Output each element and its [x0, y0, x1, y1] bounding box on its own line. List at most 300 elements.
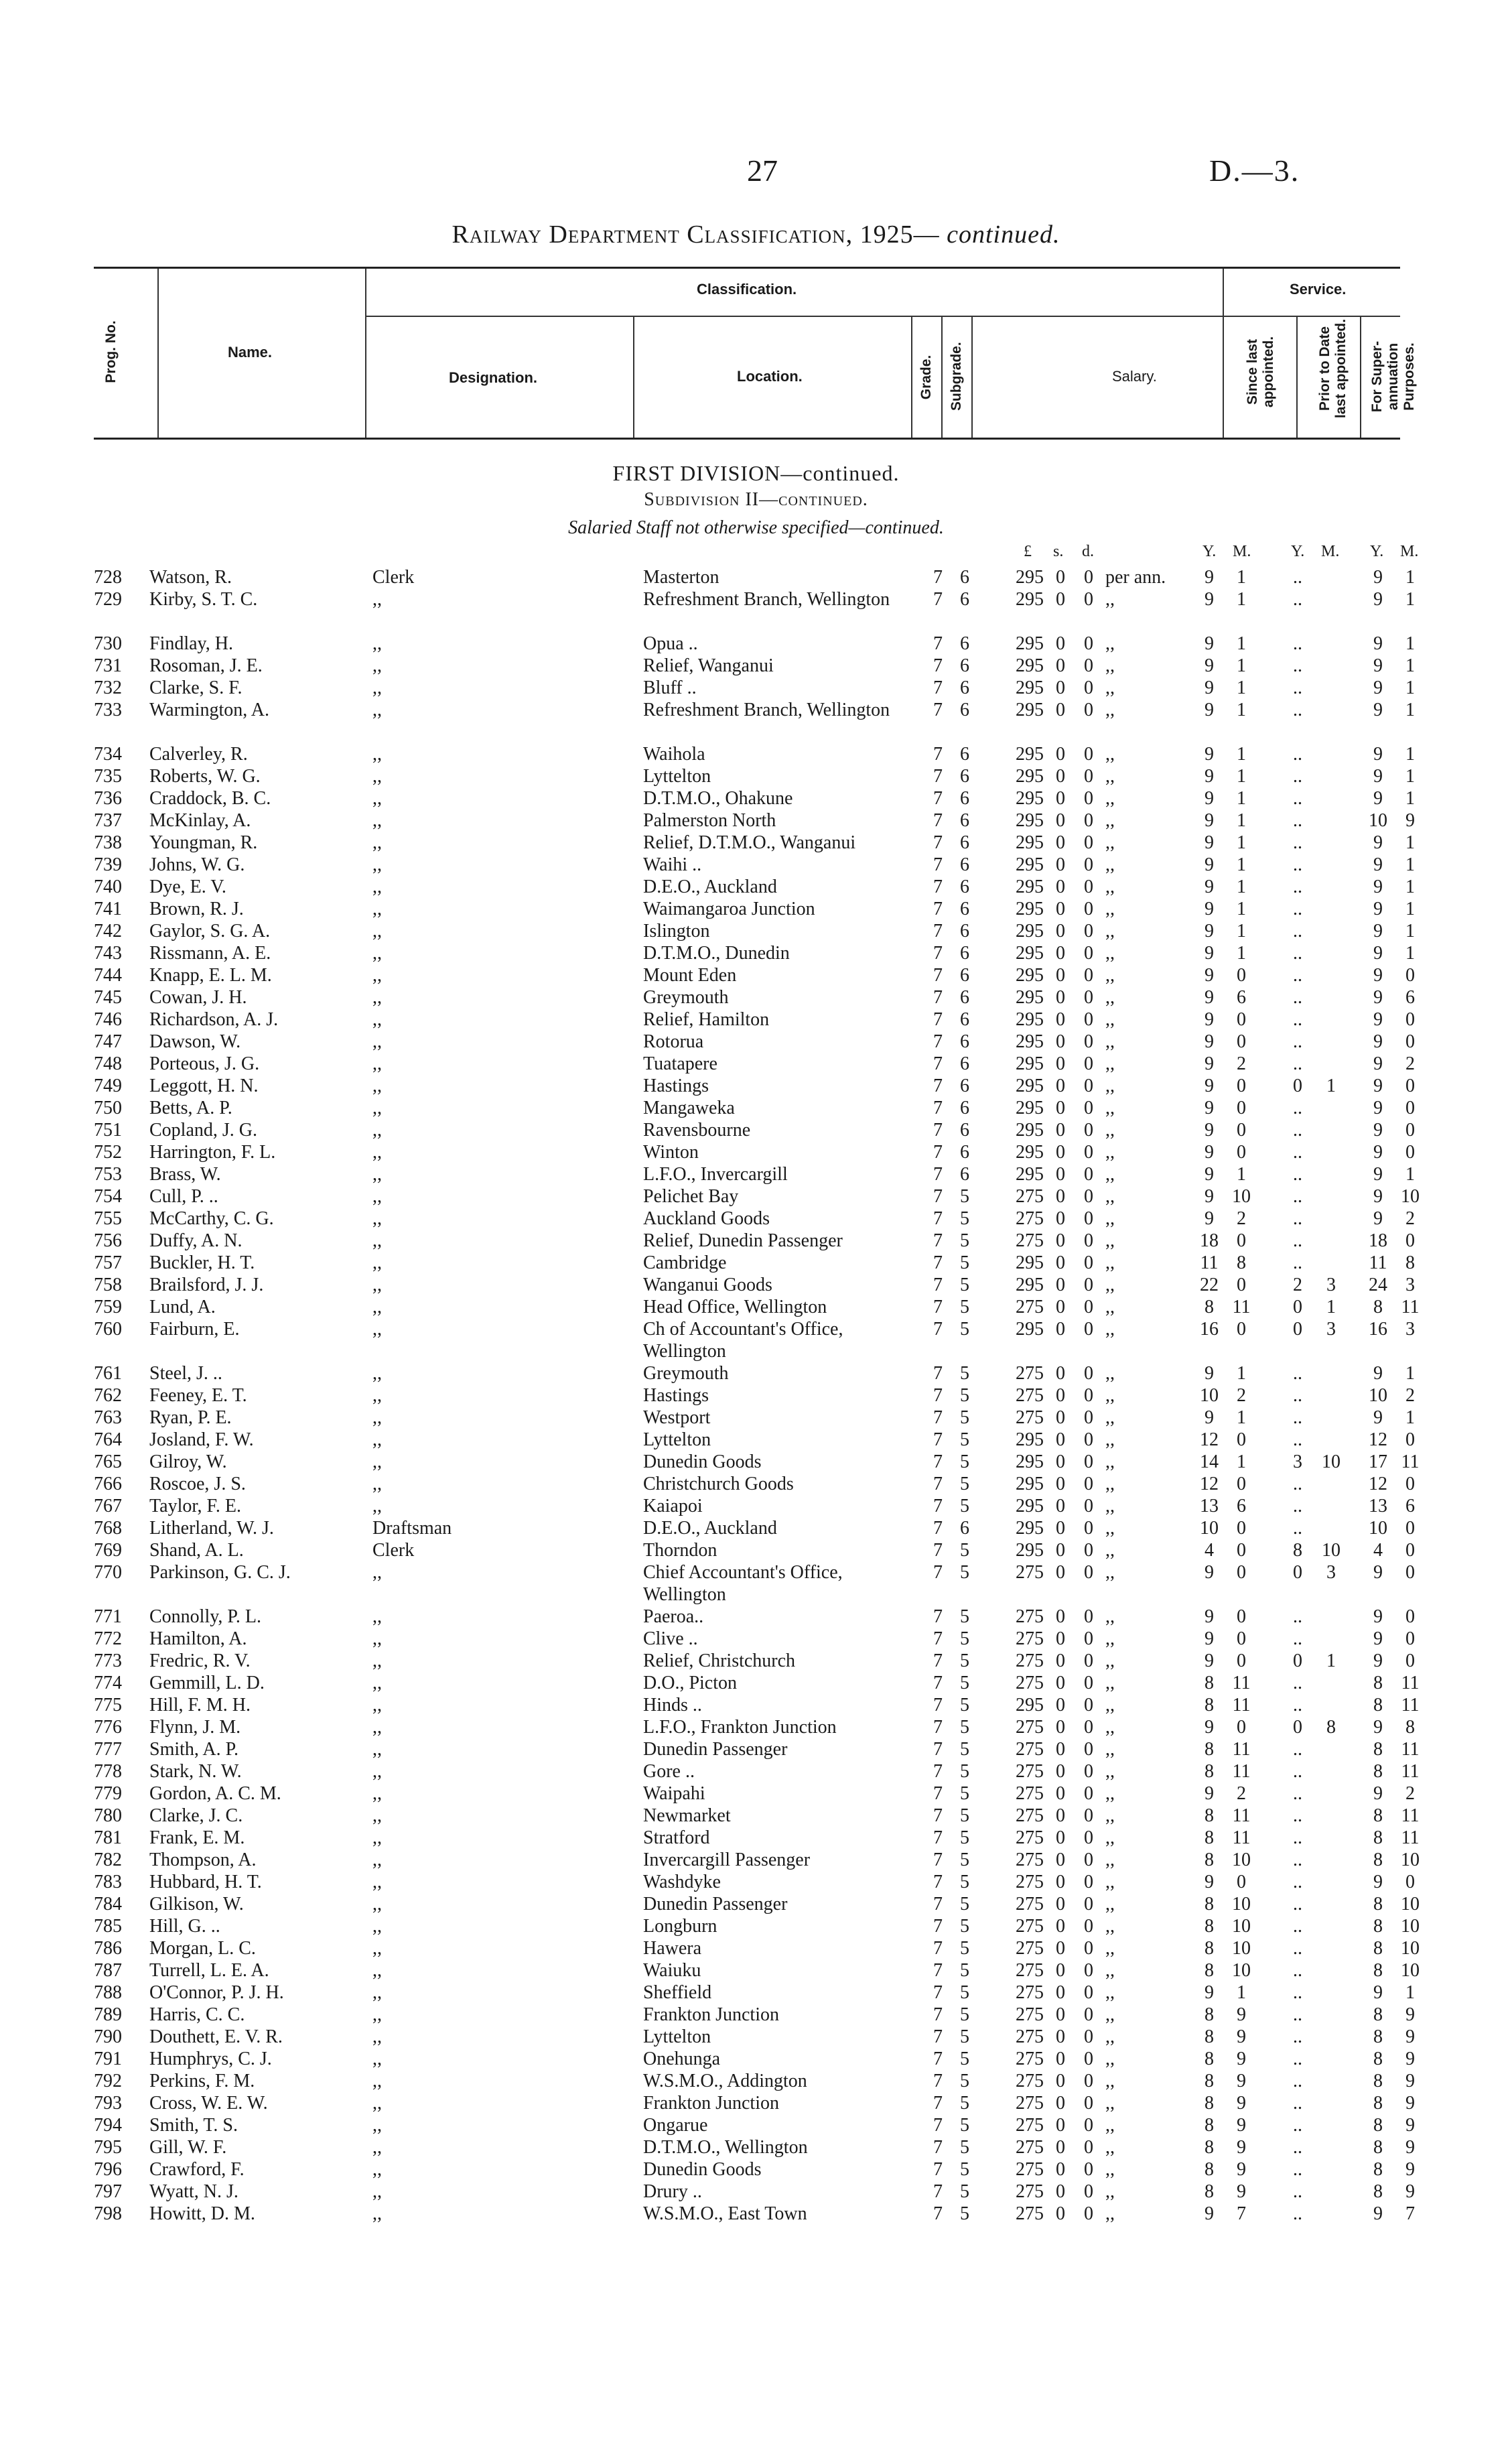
prior-months: 1 — [1326, 1650, 1336, 1671]
salary-shillings: 0 — [1056, 655, 1065, 676]
since-last-years: 9 — [1205, 1363, 1214, 1384]
since-last-years: 8 — [1205, 1739, 1214, 1760]
prog-no: 764 — [94, 1429, 122, 1450]
designation: ,, — [372, 1850, 382, 1870]
super-years: 9 — [1373, 899, 1383, 919]
designation: ,, — [372, 1496, 382, 1516]
salary-shillings: 0 — [1056, 1650, 1065, 1671]
table-row — [0, 2158, 1512, 2181]
location: Waimangaroa Junction — [643, 899, 815, 919]
salary-pence: 0 — [1084, 1982, 1093, 2003]
prog-no: 755 — [94, 1208, 122, 1229]
since-last-months: 2 — [1237, 1385, 1246, 1406]
prog-no: 757 — [94, 1252, 122, 1273]
super-months: 9 — [1405, 2115, 1415, 2136]
prog-no: 739 — [94, 854, 122, 875]
grade: 7 — [933, 1628, 943, 1649]
since-last-months: 0 — [1237, 1872, 1246, 1892]
salary-shillings: 0 — [1056, 965, 1065, 986]
prog-no: 763 — [94, 1407, 122, 1428]
prior-months: 10 — [1322, 1451, 1341, 1472]
prog-no: 761 — [94, 1363, 122, 1384]
header-name: Name. — [228, 344, 273, 361]
location: Dunedin Passenger — [643, 1894, 788, 1915]
prog-no: 762 — [94, 1385, 122, 1406]
designation: ,, — [372, 1076, 382, 1096]
location: L.F.O., Frankton Junction — [643, 1717, 837, 1738]
table-row — [0, 1805, 1512, 1827]
prog-no: 738 — [94, 832, 122, 853]
header-divider — [911, 316, 912, 438]
salary-period: ,, — [1105, 1053, 1115, 1074]
prog-no: 788 — [94, 1982, 122, 2003]
staff-name: Fairburn, E. — [149, 1319, 240, 1340]
salary-period: ,, — [1105, 1474, 1115, 1494]
grade: 7 — [933, 899, 943, 919]
salary-pence: 0 — [1084, 899, 1093, 919]
prior-years: .. — [1293, 567, 1302, 588]
since-last-months: 10 — [1232, 1186, 1251, 1207]
prog-no: 783 — [94, 1872, 122, 1892]
since-last-months: 9 — [1237, 2181, 1246, 2202]
since-last-years: 8 — [1205, 2071, 1214, 2091]
since-last-months: 0 — [1237, 965, 1246, 986]
designation: ,, — [372, 1451, 382, 1472]
super-years: 8 — [1373, 2004, 1383, 2025]
since-last-months: 1 — [1237, 788, 1246, 809]
designation: ,, — [372, 1186, 382, 1207]
since-last-years: 9 — [1205, 1606, 1214, 1627]
location: Onehunga — [643, 2049, 721, 2069]
salary-shillings: 0 — [1056, 788, 1065, 809]
subgrade: 5 — [960, 1628, 969, 1649]
salary-pounds: 295 — [1016, 1319, 1044, 1340]
location: Mount Eden — [643, 965, 737, 986]
salary-pounds: 295 — [1016, 921, 1044, 942]
salary-pence: 0 — [1084, 1938, 1093, 1959]
salary-period: ,, — [1105, 1982, 1115, 2003]
since-last-months: 1 — [1237, 655, 1246, 676]
salary-period: ,, — [1105, 1031, 1115, 1052]
designation: ,, — [372, 854, 382, 875]
location: W.S.M.O., East Town — [643, 2203, 807, 2224]
prior-years: 0 — [1293, 1297, 1302, 1317]
salary-period: ,, — [1105, 1783, 1115, 1804]
super-months: 0 — [1405, 1429, 1415, 1450]
unit-months: M. — [1400, 543, 1419, 560]
subgrade: 6 — [960, 1164, 969, 1185]
salary-pence: 0 — [1084, 1120, 1093, 1141]
since-last-months: 11 — [1232, 1695, 1251, 1715]
table-row — [0, 1230, 1512, 1252]
staff-name: Josland, F. W. — [149, 1429, 254, 1450]
prog-no: 778 — [94, 1761, 122, 1782]
location: Frankton Junction — [643, 2093, 779, 2114]
location: Lyttelton — [643, 2026, 711, 2047]
salary-period: ,, — [1105, 1098, 1115, 1118]
location: Drury .. — [643, 2181, 702, 2202]
salary-shillings: 0 — [1056, 2026, 1065, 2047]
table-row — [0, 1274, 1512, 1296]
salary-pounds: 275 — [1016, 1739, 1044, 1760]
salary-pounds: 295 — [1016, 677, 1044, 698]
location: Greymouth — [643, 1363, 729, 1384]
location: Invercargill Passenger — [643, 1850, 811, 1870]
salary-period: ,, — [1105, 1496, 1115, 1516]
since-last-months: 9 — [1237, 2004, 1246, 2025]
super-months: 11 — [1401, 1739, 1420, 1760]
since-last-years: 8 — [1205, 2159, 1214, 2180]
staff-name: Steel, J. .. — [149, 1363, 222, 1384]
salary-pence: 0 — [1084, 2049, 1093, 2069]
super-years: 8 — [1373, 1739, 1383, 1760]
super-months: 10 — [1401, 1186, 1420, 1207]
salary-period: ,, — [1105, 987, 1115, 1008]
prior-years: .. — [1293, 1606, 1302, 1627]
location: Hawera — [643, 1938, 702, 1959]
prog-no: 745 — [94, 987, 122, 1008]
salary-pence: 0 — [1084, 965, 1093, 986]
prog-no: 790 — [94, 2026, 122, 2047]
table-row — [0, 787, 1512, 809]
salary-shillings: 0 — [1056, 1606, 1065, 1627]
grade: 7 — [933, 1805, 943, 1826]
super-years: 9 — [1373, 633, 1383, 654]
subgrade: 5 — [960, 1252, 969, 1273]
salary-pence: 0 — [1084, 832, 1093, 853]
prior-years: 0 — [1293, 1650, 1302, 1671]
since-last-years: 8 — [1205, 1695, 1214, 1715]
salary-shillings: 0 — [1056, 1872, 1065, 1892]
salary-pounds: 295 — [1016, 655, 1044, 676]
staff-name: Rosoman, J. E. — [149, 655, 263, 676]
prior-years: .. — [1293, 1429, 1302, 1450]
table-row — [0, 1141, 1512, 1163]
subgrade: 5 — [960, 1982, 969, 2003]
subgrade: 5 — [960, 1451, 969, 1472]
prior-years: 0 — [1293, 1562, 1302, 1583]
salary-period: ,, — [1105, 633, 1115, 654]
salary-pounds: 295 — [1016, 1009, 1044, 1030]
since-last-years: 8 — [1205, 2049, 1214, 2069]
location: D.T.M.O., Wellington — [643, 2137, 808, 2158]
prog-no: 774 — [94, 1673, 122, 1693]
grade: 7 — [933, 1540, 943, 1561]
grade: 7 — [933, 2115, 943, 2136]
salary-shillings: 0 — [1056, 1164, 1065, 1185]
super-years: 8 — [1373, 1297, 1383, 1317]
salary-pence: 0 — [1084, 1894, 1093, 1915]
salary-shillings: 0 — [1056, 1451, 1065, 1472]
designation: ,, — [372, 1208, 382, 1229]
table-row — [0, 1915, 1512, 1937]
salary-pence: 0 — [1084, 1606, 1093, 1627]
super-months: 1 — [1405, 1363, 1415, 1384]
subgrade: 5 — [960, 1783, 969, 1804]
super-months: 1 — [1405, 832, 1415, 853]
subgrade: 6 — [960, 854, 969, 875]
salary-period: ,, — [1105, 2203, 1115, 2224]
salary-shillings: 0 — [1056, 2004, 1065, 2025]
prog-no: 732 — [94, 677, 122, 698]
location: Tuatapere — [643, 1053, 717, 1074]
salary-pence: 0 — [1084, 1230, 1093, 1251]
grade: 7 — [933, 2071, 943, 2091]
grade: 7 — [933, 1982, 943, 2003]
salary-pence: 0 — [1084, 1783, 1093, 1804]
salary-shillings: 0 — [1056, 1938, 1065, 1959]
salary-pence: 0 — [1084, 1717, 1093, 1738]
prog-no: 729 — [94, 589, 122, 610]
table-row — [0, 1694, 1512, 1716]
since-last-months: 9 — [1237, 2159, 1246, 2180]
since-last-years: 9 — [1205, 943, 1214, 964]
table-row — [0, 1185, 1512, 1208]
salary-pounds: 295 — [1016, 788, 1044, 809]
salary-shillings: 0 — [1056, 1850, 1065, 1870]
prior-years: 3 — [1293, 1451, 1302, 1472]
salary-pence: 0 — [1084, 1474, 1093, 1494]
since-last-years: 10 — [1200, 1518, 1219, 1539]
location: Relief, Hamilton — [643, 1009, 770, 1030]
super-years: 9 — [1373, 744, 1383, 765]
super-months: 9 — [1405, 2026, 1415, 2047]
prog-no: 777 — [94, 1739, 122, 1760]
table-row — [0, 566, 1512, 588]
prog-no: 742 — [94, 921, 122, 942]
staff-name: Findlay, H. — [149, 633, 233, 654]
salary-shillings: 0 — [1056, 1982, 1065, 2003]
since-last-years: 8 — [1205, 1850, 1214, 1870]
salary-shillings: 0 — [1056, 943, 1065, 964]
since-last-months: 2 — [1237, 1053, 1246, 1074]
since-last-years: 9 — [1205, 1164, 1214, 1185]
grade: 7 — [933, 2159, 943, 2180]
staff-name: Dye, E. V. — [149, 877, 226, 897]
since-last-years: 12 — [1200, 1474, 1219, 1494]
grade: 7 — [933, 1142, 943, 1163]
salary-pence: 0 — [1084, 567, 1093, 588]
grade: 7 — [933, 1761, 943, 1782]
designation: ,, — [372, 1275, 382, 1295]
super-years: 9 — [1373, 1628, 1383, 1649]
since-last-years: 8 — [1205, 2137, 1214, 2158]
table-row — [0, 1539, 1512, 1561]
prog-no: 743 — [94, 943, 122, 964]
table-row — [0, 832, 1512, 854]
salary-pence: 0 — [1084, 1385, 1093, 1406]
location: Lyttelton — [643, 766, 711, 787]
since-last-years: 8 — [1205, 1960, 1214, 1981]
subgrade: 6 — [960, 744, 969, 765]
since-last-years: 10 — [1200, 1385, 1219, 1406]
subgrade: 6 — [960, 700, 969, 720]
prior-years: .. — [1293, 1872, 1302, 1892]
table-row — [0, 1937, 1512, 1959]
super-years: 12 — [1369, 1429, 1387, 1450]
grade: 7 — [933, 1208, 943, 1229]
super-years: 9 — [1373, 832, 1383, 853]
grade: 7 — [933, 1230, 943, 1251]
table-row — [0, 1982, 1512, 2004]
staff-name: Leggott, H. N. — [149, 1076, 259, 1096]
salary-period: ,, — [1105, 2115, 1115, 2136]
grade: 7 — [933, 788, 943, 809]
salary-pounds: 295 — [1016, 1076, 1044, 1096]
subgrade: 5 — [960, 1363, 969, 1384]
salary-pounds: 295 — [1016, 877, 1044, 897]
salary-period: ,, — [1105, 1960, 1115, 1981]
subgrade: 5 — [960, 1894, 969, 1915]
staff-name: Smith, A. P. — [149, 1739, 239, 1760]
designation: ,, — [372, 965, 382, 986]
staff-name: Fredric, R. V. — [149, 1650, 251, 1671]
super-years: 8 — [1373, 2071, 1383, 2091]
subgrade: 5 — [960, 1230, 969, 1251]
salary-shillings: 0 — [1056, 1031, 1065, 1052]
location: Winton — [643, 1142, 699, 1163]
prior-years: .. — [1293, 2137, 1302, 2158]
grade: 7 — [933, 1518, 943, 1539]
prog-no: 793 — [94, 2093, 122, 2114]
location: Chief Accountant's Office, Wellington — [643, 1562, 843, 1605]
prog-no: 730 — [94, 633, 122, 654]
since-last-months: 0 — [1237, 1562, 1246, 1583]
designation: ,, — [372, 2137, 382, 2158]
location: Greymouth — [643, 987, 729, 1008]
subgrade: 5 — [960, 1474, 969, 1494]
super-years: 8 — [1373, 1761, 1383, 1782]
subgrade: 6 — [960, 1009, 969, 1030]
salary-shillings: 0 — [1056, 1894, 1065, 1915]
salary-pence: 0 — [1084, 2093, 1093, 2114]
super-years: 8 — [1373, 1850, 1383, 1870]
super-years: 17 — [1369, 1451, 1387, 1472]
prior-years: .. — [1293, 1496, 1302, 1516]
prog-no: 765 — [94, 1451, 122, 1472]
super-months: 0 — [1405, 1098, 1415, 1118]
salary-pounds: 295 — [1016, 899, 1044, 919]
salary-shillings: 0 — [1056, 1142, 1065, 1163]
super-years: 9 — [1373, 1120, 1383, 1141]
super-months: 1 — [1405, 633, 1415, 654]
unit-pound: £ — [1024, 543, 1032, 560]
location: Waipahi — [643, 1783, 705, 1804]
salary-shillings: 0 — [1056, 1076, 1065, 1096]
prior-years: .. — [1293, 700, 1302, 720]
grade: 7 — [933, 1451, 943, 1472]
since-last-months: 0 — [1237, 1606, 1246, 1627]
grade: 7 — [933, 1120, 943, 1141]
designation: ,, — [372, 1297, 382, 1317]
since-last-years: 9 — [1205, 1142, 1214, 1163]
super-years: 16 — [1369, 1319, 1387, 1340]
salary-shillings: 0 — [1056, 1761, 1065, 1782]
subgrade: 6 — [960, 1120, 969, 1141]
prog-no: 746 — [94, 1009, 122, 1030]
designation: Clerk — [372, 1540, 415, 1561]
header-designation: Designation. — [449, 369, 538, 386]
salary-pounds: 275 — [1016, 2026, 1044, 2047]
salary-pence: 0 — [1084, 1407, 1093, 1428]
salary-pounds: 275 — [1016, 1628, 1044, 1649]
since-last-years: 9 — [1205, 766, 1214, 787]
salary-period: ,, — [1105, 1009, 1115, 1030]
prior-years: .. — [1293, 633, 1302, 654]
since-last-months: 11 — [1232, 1673, 1251, 1693]
designation: ,, — [372, 744, 382, 765]
since-last-years: 4 — [1205, 1540, 1214, 1561]
designation: ,, — [372, 1761, 382, 1782]
table-row — [0, 1009, 1512, 1031]
staff-name: Parkinson, G. C. J. — [149, 1562, 291, 1583]
salary-shillings: 0 — [1056, 854, 1065, 875]
staff-name: Hill, G. .. — [149, 1916, 220, 1937]
designation: ,, — [372, 1805, 382, 1826]
salary-pounds: 295 — [1016, 854, 1044, 875]
salary-period: per ann. — [1105, 567, 1166, 588]
super-years: 9 — [1373, 1186, 1383, 1207]
grade: 7 — [933, 2203, 943, 2224]
prior-years: .. — [1293, 1363, 1302, 1384]
since-last-months: 10 — [1232, 1960, 1251, 1981]
table-row — [0, 2070, 1512, 2092]
grade: 7 — [933, 1098, 943, 1118]
salary-pounds: 295 — [1016, 1053, 1044, 1074]
super-months: 11 — [1401, 1695, 1420, 1715]
super-months: 10 — [1401, 1960, 1420, 1981]
salary-pounds: 295 — [1016, 1252, 1044, 1273]
salary-period: ,, — [1105, 1363, 1115, 1384]
subgrade: 6 — [960, 987, 969, 1008]
super-years: 9 — [1373, 788, 1383, 809]
salary-period: ,, — [1105, 899, 1115, 919]
designation: ,, — [372, 987, 382, 1008]
super-years: 9 — [1373, 1650, 1383, 1671]
since-last-months: 1 — [1237, 633, 1246, 654]
location: D.E.O., Auckland — [643, 877, 777, 897]
grade: 7 — [933, 1429, 943, 1450]
grade: 7 — [933, 854, 943, 875]
salary-pence: 0 — [1084, 1363, 1093, 1384]
table-row — [0, 1783, 1512, 1805]
super-years: 9 — [1373, 854, 1383, 875]
super-months: 0 — [1405, 965, 1415, 986]
salary-shillings: 0 — [1056, 2137, 1065, 2158]
prog-no: 752 — [94, 1142, 122, 1163]
salary-pounds: 275 — [1016, 1761, 1044, 1782]
location: Newmarket — [643, 1805, 731, 1826]
salary-period: ,, — [1105, 2093, 1115, 2114]
subgrade: 6 — [960, 1518, 969, 1539]
designation: ,, — [372, 1606, 382, 1627]
super-months: 1 — [1405, 788, 1415, 809]
prog-no: 734 — [94, 744, 122, 765]
location: W.S.M.O., Addington — [643, 2071, 807, 2091]
prior-years: .. — [1293, 1252, 1302, 1273]
prog-no: 796 — [94, 2159, 122, 2180]
super-years: 8 — [1373, 1805, 1383, 1826]
salary-pence: 0 — [1084, 1518, 1093, 1539]
super-years: 8 — [1373, 1695, 1383, 1715]
staff-name: Cull, P. .. — [149, 1186, 218, 1207]
prior-months: 3 — [1326, 1275, 1336, 1295]
table-row — [0, 876, 1512, 898]
prog-no: 733 — [94, 700, 122, 720]
since-last-years: 14 — [1200, 1451, 1219, 1472]
staff-name: Wyatt, N. J. — [149, 2181, 238, 2202]
salary-pounds: 275 — [1016, 1960, 1044, 1981]
